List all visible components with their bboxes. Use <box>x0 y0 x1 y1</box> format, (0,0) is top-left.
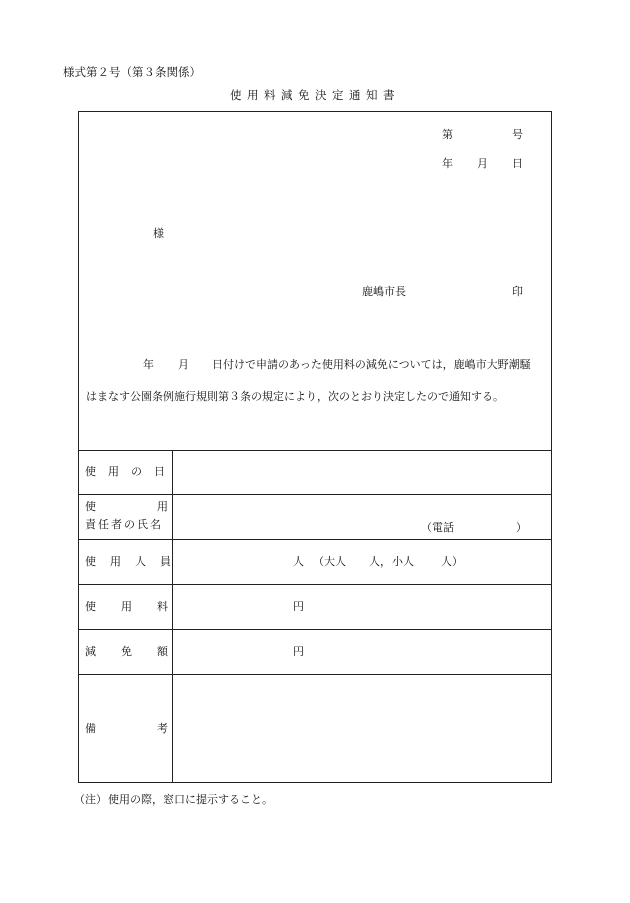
children-label: 小人 <box>392 555 414 568</box>
adults-label: （大人 <box>313 555 346 568</box>
body-line-1: 日付けで申請のあった使用料の減免については，鹿嶋市大野潮騒 <box>212 358 531 371</box>
phone-open: （電話 <box>421 521 454 534</box>
notice-form <box>78 111 552 783</box>
issuer-name: 鹿嶋市長 <box>362 285 406 298</box>
note-marker: （注） <box>74 793 107 806</box>
number-dai: 第 <box>442 128 453 141</box>
children-unit: 人） <box>441 555 463 568</box>
form-code: 様式第２号（第３条関係） <box>63 65 201 79</box>
label-usage-fee <box>85 600 193 613</box>
label-text: 使用の日 <box>85 465 177 478</box>
reduction-unit: 円 <box>293 645 304 658</box>
label-text: 使用料 <box>85 600 193 613</box>
date-month: 月 <box>477 157 488 170</box>
body-month: 月 <box>178 358 189 371</box>
phone-close: ） <box>516 521 527 534</box>
label-text: 減免額 <box>85 645 193 658</box>
addressee-sama: 様 <box>153 227 164 240</box>
label-usage-date <box>85 465 177 478</box>
label-responsible-line1 <box>85 500 229 513</box>
body-year: 年 <box>143 358 154 371</box>
people-unit: 人 <box>293 555 304 568</box>
note-text: 使用の際，窓口に提示すること。 <box>108 793 273 806</box>
row-divider <box>79 629 551 630</box>
label-text: 責任者の氏名 <box>85 518 163 531</box>
document-title: 使用料減免決定通知書 <box>230 88 400 102</box>
seal-mark: 印 <box>512 285 523 298</box>
label-responsible-line2 <box>85 519 165 530</box>
table-top-border <box>79 450 551 451</box>
label-remarks <box>85 722 229 735</box>
body-line-2: はまなす公園条例施行規則第３条の規定により，次のとおり決定したので通知する。 <box>86 390 504 403</box>
fee-unit: 円 <box>293 600 304 613</box>
date-day: 日 <box>512 157 523 170</box>
label-text: 備考 <box>85 722 229 735</box>
label-text: 使用 <box>85 500 229 513</box>
row-divider <box>79 584 551 585</box>
adults-unit: 人， <box>369 555 391 568</box>
date-year: 年 <box>442 157 453 170</box>
row-divider <box>79 539 551 540</box>
label-reduction-amount <box>85 645 193 658</box>
number-go: 号 <box>512 128 523 141</box>
label-text: 使用人員 <box>85 555 185 568</box>
row-divider <box>79 494 551 495</box>
row-divider <box>79 674 551 675</box>
label-number-of-users <box>85 555 185 568</box>
